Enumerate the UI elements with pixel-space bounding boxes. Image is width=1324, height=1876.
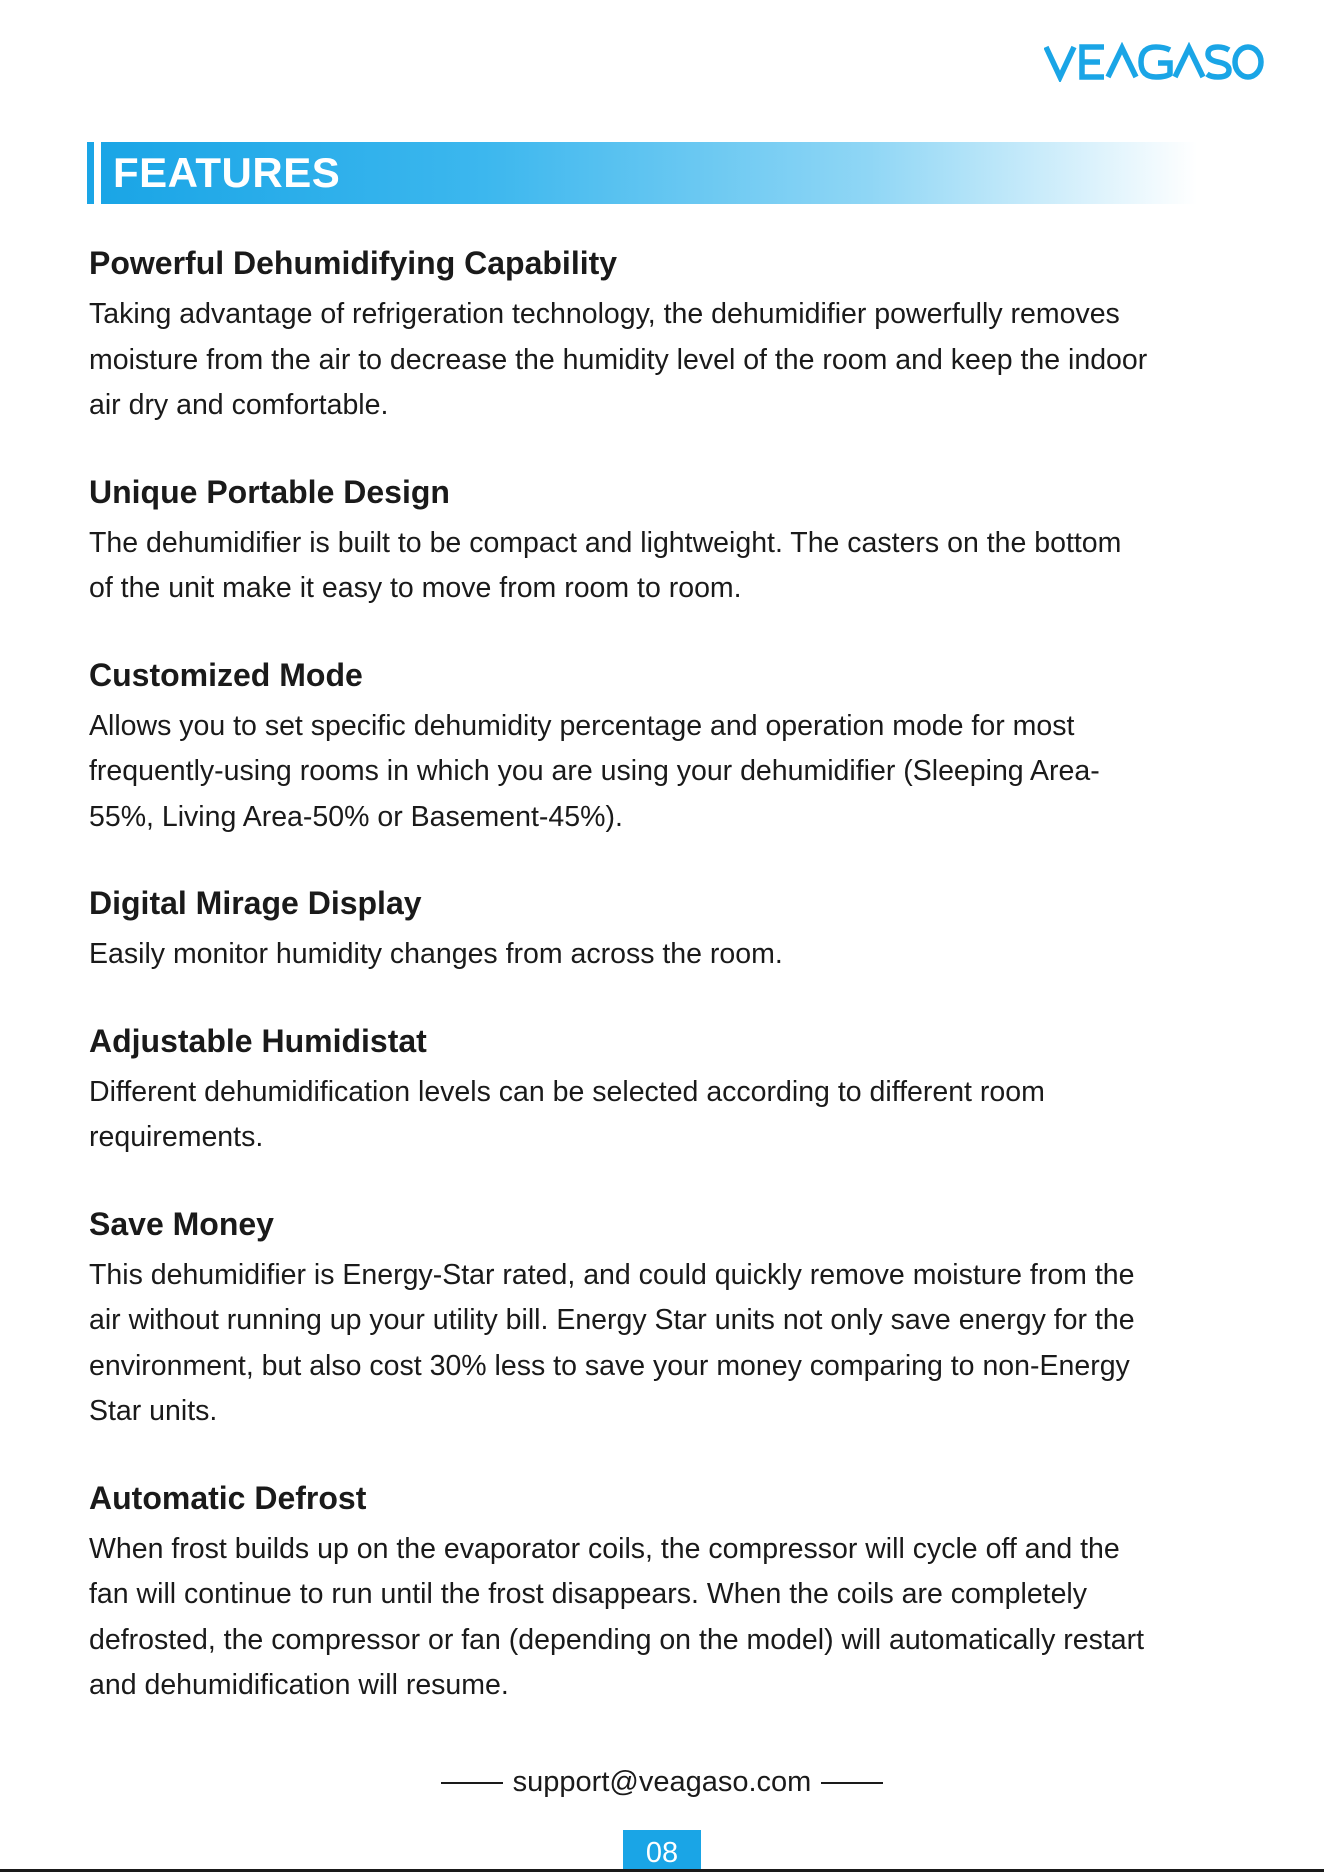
feature-automatic-defrost (89, 1469, 1249, 1709)
feature-description: Taking advantage of refrigeration technology, the dehumidifier powerfully removes moisture from the air to decrease the humidity level of the room and keep the indoor air dry and comfortable. (89, 298, 1148, 421)
veagaso-logo-icon (1044, 42, 1264, 82)
banner-gradient (101, 142, 1197, 204)
feature-title: Automatic Defrost (89, 1479, 367, 1516)
footer-contact (0, 1766, 1324, 1799)
feature-digital-display (89, 874, 1249, 978)
feature-description: This dehumidifier is Energy-Star rated, and could quickly remove moisture from the air without running up your utility bill. Energy Star units not only save energy for the environment, but also cost 30% less to save your money comparing to non-Energy Star units. (89, 1258, 1135, 1427)
feature-portable-design (89, 463, 1249, 612)
feature-title: Save Money (89, 1205, 274, 1242)
feature-description: Easily monitor humidity changes from across the room. (89, 938, 783, 970)
feature-title: Digital Mirage Display (89, 885, 422, 921)
section-banner (87, 142, 1197, 204)
feature-powerful-dehumidifying (89, 234, 1249, 429)
feature-description: When frost builds up on the evaporator coils, the compressor will cycle off and the fan will continue to run until the frost disappears. When the coils are completely defrosted, the compressor or fan (depending on the model) will automatically restart and dehumidification will resume. (89, 1532, 1145, 1701)
brand-logo (1044, 42, 1264, 82)
feature-description: The dehumidifier is built to be compact and lightweight. The casters on the bottom of the unit make it easy to move from room to room. (89, 526, 1122, 604)
feature-description: Different dehumidification levels can be selected according to different room requirements. (89, 1075, 1045, 1153)
feature-customized-mode (89, 646, 1249, 841)
banner-accent-stripe (87, 142, 94, 204)
features-list (89, 234, 1249, 1743)
feature-save-money (89, 1195, 1249, 1435)
page-number: 08 (623, 1830, 701, 1872)
section-title: FEATURES (113, 149, 341, 196)
feature-adjustable-humidistat (89, 1012, 1249, 1161)
feature-description: Allows you to set specific dehumidity percentage and operation mode for most frequently-using rooms in which you are using your dehumidifier (Sleeping Area- 55%, Living Area-50% or Basement-45%). (89, 709, 1100, 833)
support-email-link[interactable]: support@veagaso.com (512, 1766, 812, 1798)
footer-dash-right (821, 1782, 883, 1784)
feature-title: Adjustable Humidistat (89, 1022, 427, 1059)
footer-dash-left (441, 1782, 503, 1784)
feature-title: Customized Mode (89, 656, 363, 693)
feature-title: Unique Portable Design (89, 473, 450, 510)
feature-title: Powerful Dehumidifying Capability (89, 245, 618, 281)
